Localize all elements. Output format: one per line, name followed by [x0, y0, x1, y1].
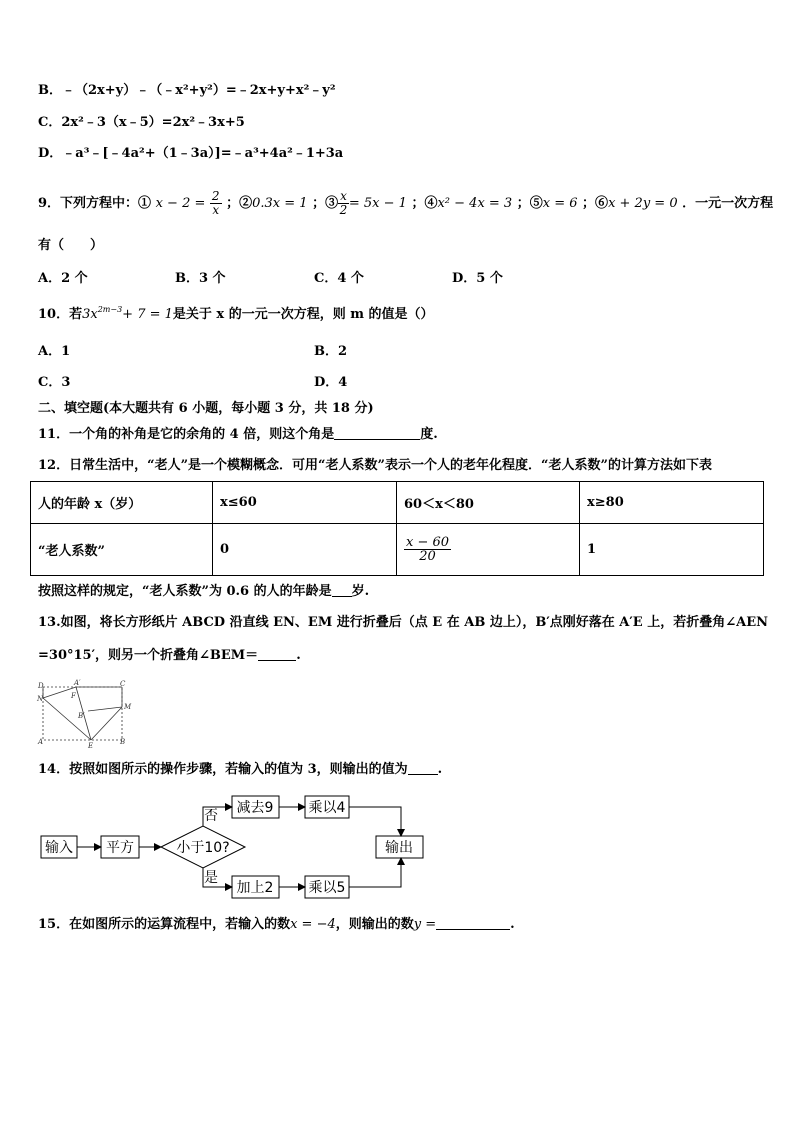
- q9-sep3: ；③: [312, 196, 339, 211]
- q9-option-b: B．3 个: [175, 271, 226, 286]
- section-heading: 二、填空题(本大题共有 6 小题，每小题 3 分，共 18 分): [38, 401, 374, 416]
- q9-sep2: ；②: [226, 196, 253, 211]
- q11: [38, 426, 438, 444]
- q13-suffix: .: [296, 648, 301, 663]
- q10-option-c: C．3: [38, 375, 71, 390]
- label-f: F: [71, 692, 76, 700]
- q9-option-a: A．2 个: [38, 271, 88, 286]
- q9-eq1: x − 2 =: [155, 196, 206, 211]
- q10-suffix: 是关于 x 的一元一次方程，则 m 的值是（）: [172, 307, 434, 322]
- q9-sep5: ；⑤: [516, 196, 543, 211]
- table-cell: 人的年龄 x（岁）: [31, 482, 213, 524]
- label-e: E: [88, 742, 94, 748]
- label-a: A: [38, 738, 44, 746]
- add-2-label: 加上2: [236, 880, 274, 896]
- segment-b-prime-m: [88, 707, 122, 711]
- q10-option-b: B．2: [314, 344, 348, 359]
- q8-option-d: D．﹣a³﹣[﹣4a²+（1﹣3a）]=﹣a³+4a²﹣1+3a: [38, 146, 344, 161]
- input-label: 输入: [45, 840, 73, 856]
- q12-answer-blank: [332, 583, 352, 597]
- age-coefficient-table: [30, 481, 764, 576]
- q9-suffix: ．一元一次方程: [682, 196, 774, 211]
- q13-line2: [38, 647, 301, 665]
- multiply-4-label: 乘以4: [308, 800, 346, 816]
- q15-y: y =: [413, 917, 437, 932]
- q12-after-text: 按照这样的规定，“老人系数”为 0.6 的人的年龄是: [38, 584, 332, 599]
- label-a-prime: A′: [74, 679, 81, 687]
- folding-figure: [36, 678, 136, 748]
- q9-eq2: 0.3x = 1: [252, 196, 308, 211]
- label-b-prime: B′: [78, 712, 85, 720]
- table-cell: x≥80: [580, 482, 764, 524]
- fraction-numerator: x − 60: [406, 535, 450, 550]
- label-c: C: [120, 680, 126, 688]
- table-cell: 1: [580, 524, 764, 576]
- q8-option-c: C．2x²﹣3（x﹣5）=2x²﹣3x+5: [38, 115, 245, 130]
- label-b: B: [120, 738, 126, 746]
- q10-option-a: A．1: [38, 344, 71, 359]
- fold-line-em: [91, 707, 122, 740]
- q9-option-d: D．5 个: [452, 271, 503, 286]
- q9-option-c: C．4 个: [314, 271, 364, 286]
- table-cell: 0: [213, 524, 397, 576]
- q9-eq3-num: x: [340, 189, 347, 203]
- q12-after-suffix: 岁.: [351, 584, 370, 599]
- arrow-mul4-output: [349, 807, 401, 836]
- q14-stem: [38, 761, 442, 779]
- q9-sep6: ；⑥: [582, 196, 609, 211]
- subtract-9-label: 减去9: [236, 800, 274, 816]
- q9-prefix: 9．下列方程中：①: [38, 196, 152, 211]
- q9-sep4: ；④: [411, 196, 438, 211]
- arrow-mul5-output: [349, 858, 401, 887]
- q14-answer-blank: [408, 761, 438, 775]
- yes-label: 是: [204, 870, 218, 886]
- q10-stem: [38, 306, 434, 324]
- q14-text: 14．按照如图所示的操作步骤，若输入的值为 3，则输出的值为: [38, 762, 408, 777]
- q15-text2: ，则输出的数: [335, 917, 414, 932]
- q13-line2-text: =30°15′，则另一个折叠角∠BEM＝: [38, 648, 259, 663]
- q11-text: 11．一个角的补角是它的余角的 4 倍，则这个角是: [38, 427, 335, 442]
- label-m: M: [124, 703, 132, 711]
- label-n: N: [37, 695, 44, 703]
- q13-answer-blank: [258, 647, 296, 661]
- q8-option-b: B．﹣（2x+y）﹣（﹣x²+y²）=﹣2x+y+x²﹣y²: [38, 83, 336, 98]
- decision-label: 小于10?: [176, 840, 230, 856]
- q14-suffix: .: [437, 762, 443, 777]
- q9-eq1-den: x: [212, 203, 220, 217]
- q9-line2: 有（ ）: [38, 238, 104, 253]
- label-d: D: [38, 682, 44, 690]
- coefficient-fraction: [404, 536, 451, 563]
- q10-eq-rest: + 7 = 1: [122, 307, 173, 322]
- square-label: 平方: [106, 840, 134, 856]
- q9-eq5: x = 6: [542, 196, 578, 211]
- q10-eq: 3x: [82, 307, 98, 322]
- q9-eq3-rhs: = 5x − 1: [348, 196, 407, 211]
- flowchart: [35, 790, 435, 902]
- q12-question: [38, 583, 369, 601]
- multiply-5-label: 乘以5: [308, 880, 346, 896]
- q15-answer-blank: [436, 916, 510, 930]
- q13-line1: 13.如图，将长方形纸片 ABCD 沿直线 EN、EM 进行折叠后（点 E 在 AB 边上），B′点刚好落在 A′E 上，若折叠角∠AEN: [38, 615, 768, 630]
- table-row: [31, 524, 764, 576]
- output-label: 输出: [385, 840, 413, 856]
- no-label: 否: [204, 808, 218, 824]
- q15-eq: x = −4: [290, 917, 336, 932]
- q12-stem: 12．日常生活中，“老人”是一个模糊概念．可用“老人系数”表示一个人的老年化程度．“老人系数”的计算方法如下表: [38, 458, 712, 473]
- q15-suffix: .: [510, 917, 515, 932]
- table-row: [31, 482, 764, 524]
- q9-eq4: x² − 4x = 3: [437, 196, 513, 211]
- q10-option-d: D．4: [314, 375, 348, 390]
- q9-eq6: x + 2y = 0: [608, 196, 678, 211]
- q11-suffix: 度.: [420, 427, 438, 442]
- q10-exponent: 2m−3: [97, 305, 123, 314]
- q9-stem: [38, 190, 773, 217]
- fraction-denominator: 20: [419, 549, 436, 564]
- q11-answer-blank: [334, 426, 420, 440]
- table-cell-fraction: [397, 524, 580, 576]
- q9-eq3-den: 2: [339, 203, 348, 217]
- q15: [38, 916, 515, 934]
- q9-eq3-fraction: [338, 190, 349, 217]
- table-cell: x≤60: [213, 482, 397, 524]
- q9-eq1-fraction: [210, 190, 222, 217]
- q15-text1: 15．在如图所示的运算流程中，若输入的数: [38, 917, 291, 932]
- q9-eq1-num: 2: [211, 189, 220, 203]
- table-cell: “老人系数”: [31, 524, 213, 576]
- q10-prefix: 10．若: [38, 307, 83, 322]
- table-cell: 60＜x＜80: [397, 482, 580, 524]
